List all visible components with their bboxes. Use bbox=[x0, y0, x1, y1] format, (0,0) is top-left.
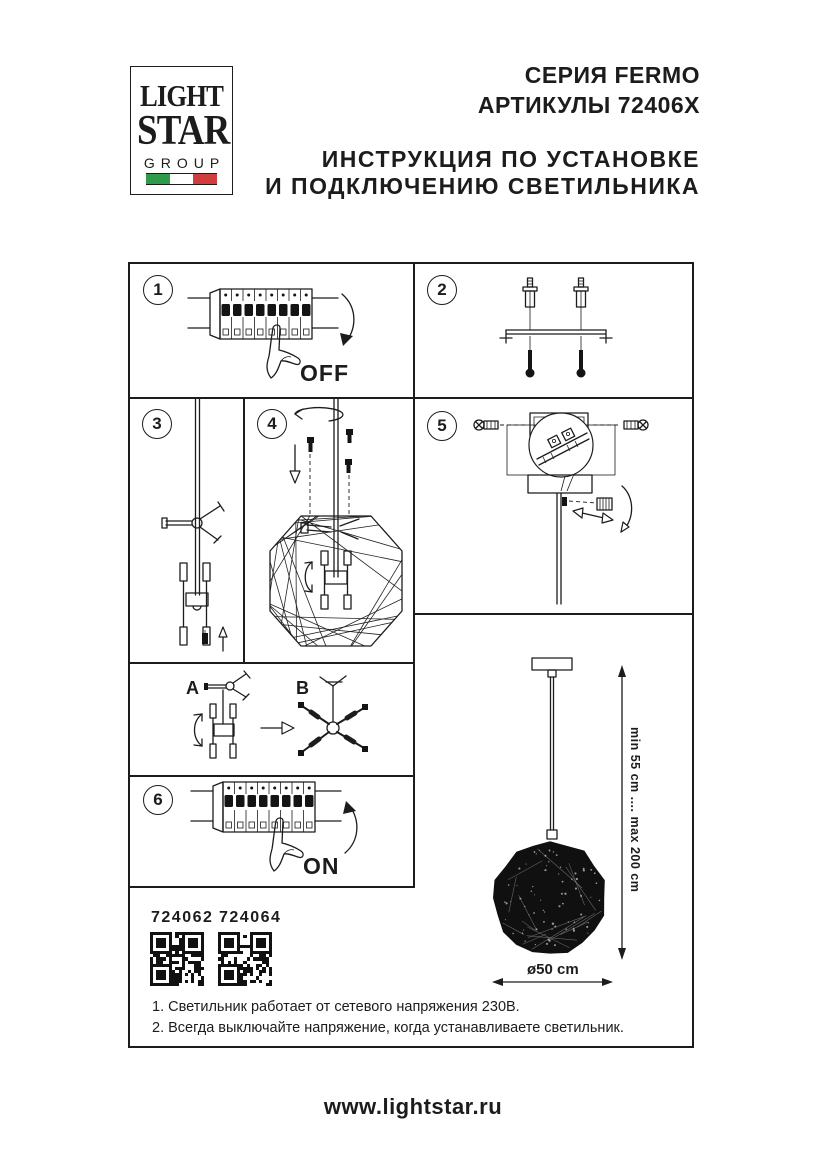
flag-red-segment bbox=[193, 174, 217, 184]
breaker-on-illustration bbox=[130, 777, 413, 888]
flag-white-segment bbox=[170, 174, 194, 184]
height-range-dimension: min 55 cm .... max 200 cm bbox=[628, 727, 642, 893]
pendant-lamp-illustration bbox=[415, 615, 692, 1046]
series-title: СЕРИЯ FERMO bbox=[524, 62, 700, 88]
diameter-dimension: ø50 cm bbox=[527, 961, 579, 978]
spider-foldout-illustration bbox=[130, 664, 413, 775]
step3-number: 3 bbox=[142, 409, 172, 439]
off-label: OFF bbox=[300, 360, 349, 386]
step5-number: 5 bbox=[427, 411, 457, 441]
step4-panel bbox=[245, 399, 413, 662]
step5-panel bbox=[415, 399, 692, 613]
pendant-lamp-panel bbox=[415, 615, 692, 1046]
shade-assembly-illustration bbox=[245, 399, 413, 662]
header-titles bbox=[230, 60, 700, 200]
product-code-left: 724062 bbox=[151, 909, 214, 926]
variant-a-label: A bbox=[186, 678, 199, 698]
step3-panel bbox=[130, 399, 243, 662]
variant-ab-panel bbox=[130, 664, 413, 775]
step1-number: 1 bbox=[143, 275, 173, 305]
logo-word-light: LIGHT bbox=[139, 78, 224, 113]
lightstar-logo bbox=[130, 66, 233, 195]
safety-notes bbox=[152, 997, 692, 1039]
flag-green-segment bbox=[146, 174, 170, 184]
qr-code-left bbox=[150, 932, 204, 986]
step6-panel bbox=[130, 777, 413, 888]
breaker-off-illustration bbox=[130, 264, 413, 397]
mounting-bracket-illustration bbox=[415, 264, 692, 397]
rod-spider-illustration bbox=[130, 399, 243, 662]
instruction-title-line2: И ПОДКЛЮЧЕНИЮ СВЕТИЛЬНИКА bbox=[265, 173, 700, 199]
italian-flag-bar bbox=[146, 173, 217, 185]
website-url: www.lightstar.ru bbox=[323, 1094, 503, 1119]
step1-panel bbox=[130, 264, 413, 397]
logo-word-star: STAR bbox=[137, 108, 230, 154]
product-code-right: 724064 bbox=[219, 909, 282, 926]
variant-b-label: B bbox=[296, 678, 309, 698]
instruction-grid bbox=[128, 262, 694, 1048]
step2-panel bbox=[415, 264, 692, 397]
step4-number: 4 bbox=[257, 409, 287, 439]
on-label: ON bbox=[303, 853, 340, 879]
step2-number: 2 bbox=[427, 275, 457, 305]
step6-number: 6 bbox=[143, 785, 173, 815]
instruction-title-line1: ИНСТРУКЦИЯ ПО УСТАНОВКЕ bbox=[321, 146, 700, 172]
canopy-mounting-illustration bbox=[415, 399, 692, 613]
articles-title: АРТИКУЛЫ 72406X bbox=[477, 92, 700, 118]
logo-word-group: GROUP bbox=[143, 155, 226, 171]
qr-code-right bbox=[218, 932, 272, 986]
note-line-1: 1. Светильник работает от сетевого напряжения 230В. bbox=[152, 999, 520, 1015]
note-line-2: 2. Всегда выключайте напряжение, когда устанавливаете светильник. bbox=[152, 1020, 624, 1036]
